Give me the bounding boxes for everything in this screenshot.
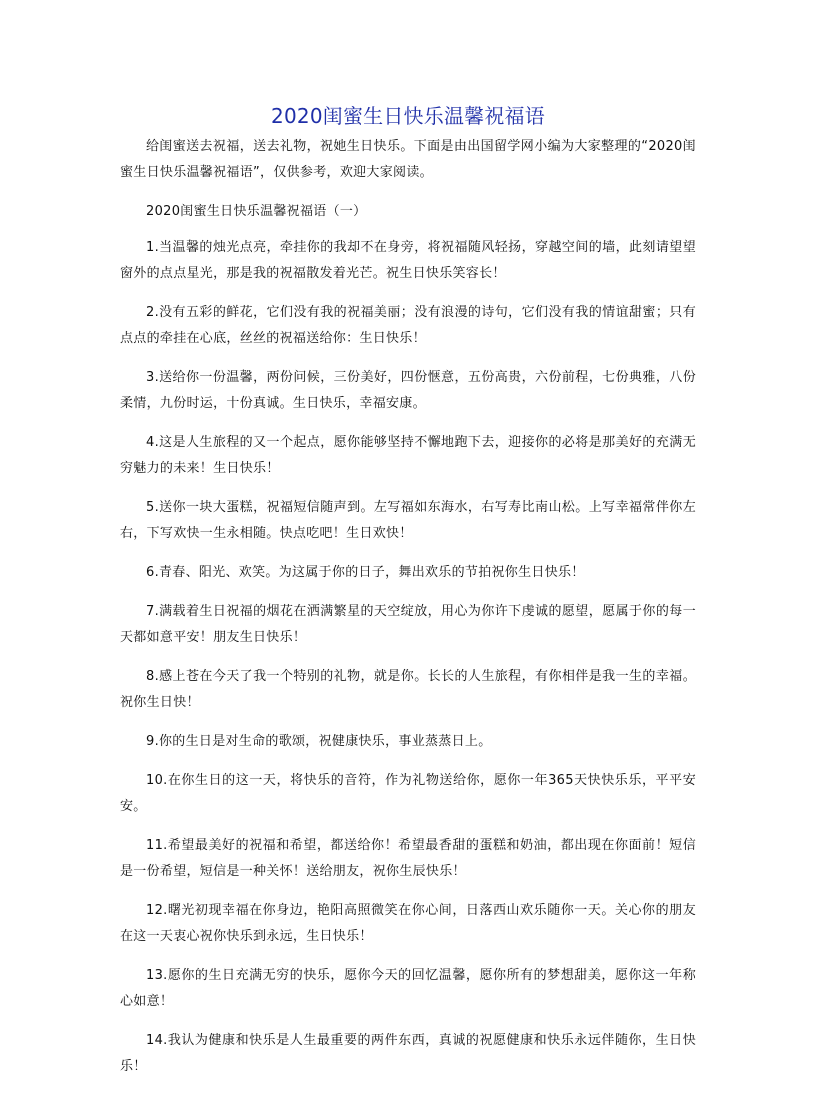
- blessing-item: 10.在你生日的这一天，将快乐的音符，作为礼物送给你，愿你一年365天快快乐乐，平平安安。: [120, 773, 696, 814]
- blessing-item: 13.愿你的生日充满无穷的快乐，愿你今天的回忆温馨，愿你所有的梦想甜美，愿你这一年称心如意！: [120, 968, 696, 1009]
- blessing-item: 7.满载着生日祝福的烟花在洒满繁星的天空绽放，用心为你许下虔诚的愿望，愿属于你的每一天都如意平安！朋友生日快乐！: [120, 604, 696, 645]
- document-body: [120, 134, 696, 1093]
- blessing-item: 6.青春、阳光、欢笑。为这属于你的日子，舞出欢乐的节拍祝你生日快乐！: [146, 565, 585, 580]
- blessing-item: 11.希望最美好的祝福和希望，都送给你！希望最香甜的蛋糕和奶油，都出现在你面前！短信是一份希望，短信是一种关怀！送给朋友，祝你生辰快乐！: [120, 838, 696, 879]
- section-heading: 2020闺蜜生日快乐温馨祝福语（一）: [146, 204, 367, 219]
- blessing-item: 5.送你一块大蛋糕，祝福短信随声到。左写福如东海水，右写寿比南山松。上写幸福常伴你左右，下写欢快一生永相随。快点吃吧！生日欢快！: [120, 500, 696, 541]
- page-title: 2020闺蜜生日快乐温馨祝福语: [271, 104, 545, 128]
- blessing-item: 9.你的生日是对生命的歌颂，祝健康快乐，事业蒸蒸日上。: [146, 734, 492, 749]
- intro-paragraph: 给闺蜜送去祝福，送去礼物，祝她生日快乐。下面是由出国留学网小编为大家整理的“2020闺蜜生日快乐温馨祝福语”，仅供参考，欢迎大家阅读。: [120, 139, 696, 180]
- blessing-item: 2.没有五彩的鲜花，它们没有我的祝福美丽；没有浪漫的诗句，它们没有我的情谊甜蜜；只有点点的牵挂在心底，丝丝的祝福送给你：生日快乐！: [120, 305, 696, 346]
- blessing-item: 1.当温馨的烛光点亮，牵挂你的我却不在身旁，将祝福随风轻扬，穿越空间的墙，此刻请望望窗外的点点星光，那是我的祝福散发着光芒。祝生日快乐笑容长！: [120, 240, 696, 281]
- blessing-item: 12.曙光初现幸福在你身边，艳阳高照微笑在你心间，日落西山欢乐随你一天。关心你的朋友在这一天衷心祝你快乐到永远，生日快乐！: [120, 903, 696, 944]
- blessing-item: 4.这是人生旅程的又一个起点，愿你能够坚持不懈地跑下去，迎接你的必将是那美好的充满无穷魅力的未来！生日快乐！: [120, 435, 696, 476]
- blessing-item: 14.我认为健康和快乐是人生最重要的两件东西，真诚的祝愿健康和快乐永远伴随你，生日快乐！: [120, 1033, 696, 1074]
- blessing-item: 3.送给你一份温馨，两份问候，三份美好，四份惬意，五份高贵，六份前程，七份典雅，八份柔情，九份时运，十份真诚。生日快乐，幸福安康。: [120, 370, 696, 411]
- blessing-item: 8.感上苍在今天了我一个特别的礼物，就是你。长长的人生旅程，有你相伴是我一生的幸福。祝你生日快！: [120, 669, 696, 710]
